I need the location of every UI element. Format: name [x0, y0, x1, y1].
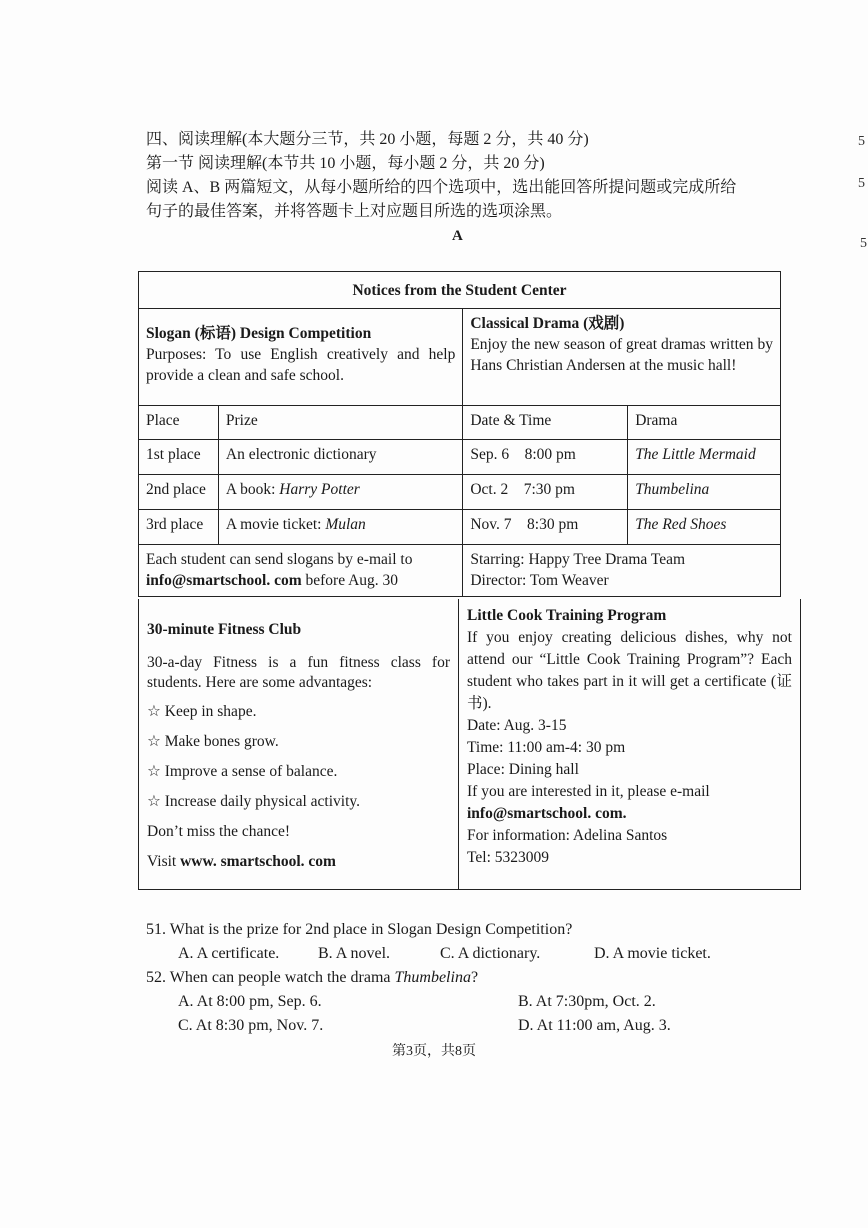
prize-title: Harry Potter — [279, 481, 360, 498]
instruction-line: 句子的最佳答案，并将答题卡上对应题目所选的选项涂黑。 — [146, 203, 563, 220]
prize-title: Mulan — [325, 516, 366, 533]
fitness-advantage: ☆ Keep in shape. — [147, 703, 257, 720]
visit-text: Visit — [147, 853, 181, 870]
prize-text: A movie ticket: — [225, 516, 326, 533]
section-instructions — [146, 128, 806, 224]
instruction-line: 第一节 阅读理解(本节共 10 小题，每小题 2 分，共 20 分) — [146, 155, 545, 172]
option: B. A novel. — [318, 945, 391, 962]
drama-description: Enjoy the new season of great dramas written by Hans Christian Andersen at the music hall! — [470, 336, 773, 374]
question — [146, 966, 826, 990]
option: C. A dictionary. — [440, 945, 541, 962]
prize-cell — [218, 510, 462, 545]
question-number: 52. — [146, 969, 166, 986]
question-stem: When can people watch the drama — [169, 969, 395, 986]
place-cell: 3rd place — [139, 510, 219, 545]
instruction-line: 四、阅读理解(本大题分三节，共 20 小题，每题 2 分，共 40 分) — [146, 131, 589, 148]
cook-email: info@smartschool. com. — [467, 805, 627, 822]
question — [146, 918, 826, 942]
fitness-advantage: ☆ Improve a sense of balance. — [147, 763, 338, 780]
margin-mark: 5 — [860, 236, 867, 251]
question-number: 51. — [146, 921, 166, 938]
drama-director: Director: Tom Weaver — [470, 572, 609, 589]
submit-deadline: before Aug. 30 — [301, 572, 399, 589]
date-cell: Nov. 7 8:30 pm — [463, 510, 628, 545]
question-stem-end: ? — [470, 969, 479, 986]
slogan-purpose: Purposes: To use English creatively and help provide a clean and safe school. — [146, 346, 456, 384]
column-header-place: Place — [139, 406, 219, 440]
margin-mark: 5 — [858, 134, 865, 149]
submit-email: info@smartschool. com — [146, 572, 302, 589]
slogan-submit-cell — [139, 545, 463, 597]
column-header-date: Date & Time — [463, 406, 628, 440]
notice-table — [138, 271, 781, 597]
drama-intro-cell — [463, 309, 781, 406]
drama-title-cell: The Little Mermaid — [628, 440, 781, 475]
option: D. A movie ticket. — [594, 945, 711, 962]
fitness-club-cell — [139, 599, 459, 889]
fitness-website: www. smartschool. com — [180, 853, 336, 870]
place-cell: 2nd place — [139, 475, 219, 510]
submit-text: Each student can send slogans by e-mail to — [146, 551, 413, 568]
fitness-advantage: ☆ Make bones grow. — [147, 733, 279, 750]
fitness-heading: 30-minute Fitness Club — [147, 621, 302, 638]
drama-title-cell: The Red Shoes — [628, 510, 781, 545]
drama-title-cell: Thumbelina — [628, 475, 781, 510]
column-header-prize: Prize — [218, 406, 462, 440]
date-cell: Sep. 6 8:00 pm — [463, 440, 628, 475]
cook-description: If you enjoy creating delicious dishes, why not attend our “Little Cook Training Program”? Each student who takes part in it will get a certificate (证书). — [467, 629, 792, 712]
cook-contact: For information: Adelina Santos — [467, 827, 668, 844]
cook-program-cell — [459, 599, 800, 889]
option-row — [146, 1014, 826, 1038]
prize-cell — [218, 475, 462, 510]
notice-title: Notices from the Student Center — [139, 272, 781, 309]
fitness-cta: Don’t miss the chance! — [147, 823, 291, 840]
cook-heading: Little Cook Training Program — [467, 607, 667, 624]
margin-mark: 5 — [858, 176, 865, 191]
passage-label: A — [452, 228, 463, 244]
option: A. At 8:00 pm, Sep. 6. — [178, 993, 322, 1010]
notice-board — [138, 271, 781, 597]
prize-cell — [218, 440, 462, 475]
question-stem: What is the prize for 2nd place in Slogan Design Competition? — [169, 921, 573, 938]
option: B. At 7:30pm, Oct. 2. — [518, 993, 656, 1010]
date-cell: Oct. 2 7:30 pm — [463, 475, 628, 510]
cook-time: Time: 11:00 am-4: 30 pm — [467, 739, 626, 756]
slogan-intro-cell — [139, 309, 463, 406]
cook-place: Place: Dining hall — [467, 761, 579, 778]
option: D. At 11:00 am, Aug. 3. — [518, 1017, 671, 1034]
option: C. At 8:30 pm, Nov. 7. — [178, 1017, 324, 1034]
option-row — [146, 942, 826, 966]
option: A. A certificate. — [178, 945, 280, 962]
instruction-line: 阅读 A、B 两篇短文，从每小题所给的四个选项中，选出能回答所提问题或完成所给 — [146, 179, 737, 196]
page-number: 第3页，共8页 — [392, 1044, 476, 1059]
fitness-advantage: ☆ Increase daily physical activity. — [147, 793, 361, 810]
drama-credits-cell — [463, 545, 781, 597]
prize-text: A book: — [225, 481, 280, 498]
questions — [146, 918, 826, 1038]
cook-email-text: If you are interested in it, please e-mail — [467, 783, 710, 800]
prize-text: An electronic dictionary — [225, 446, 377, 463]
column-header-drama: Drama — [628, 406, 781, 440]
place-cell: 1st place — [139, 440, 219, 475]
slogan-heading: Slogan (标语) Design Competition — [146, 325, 372, 342]
question-title: Thumbelina — [394, 969, 471, 986]
cook-date: Date: Aug. 3-15 — [467, 717, 567, 734]
fitness-intro: 30-a-day Fitness is a fun fitness class for students. Here are some advantages: — [147, 654, 450, 691]
option-row — [146, 990, 826, 1014]
drama-starring: Starring: Happy Tree Drama Team — [470, 551, 686, 568]
drama-heading: Classical Drama (戏剧) — [470, 315, 625, 332]
lower-notices — [138, 599, 801, 890]
cook-tel: Tel: 5323009 — [467, 849, 550, 866]
